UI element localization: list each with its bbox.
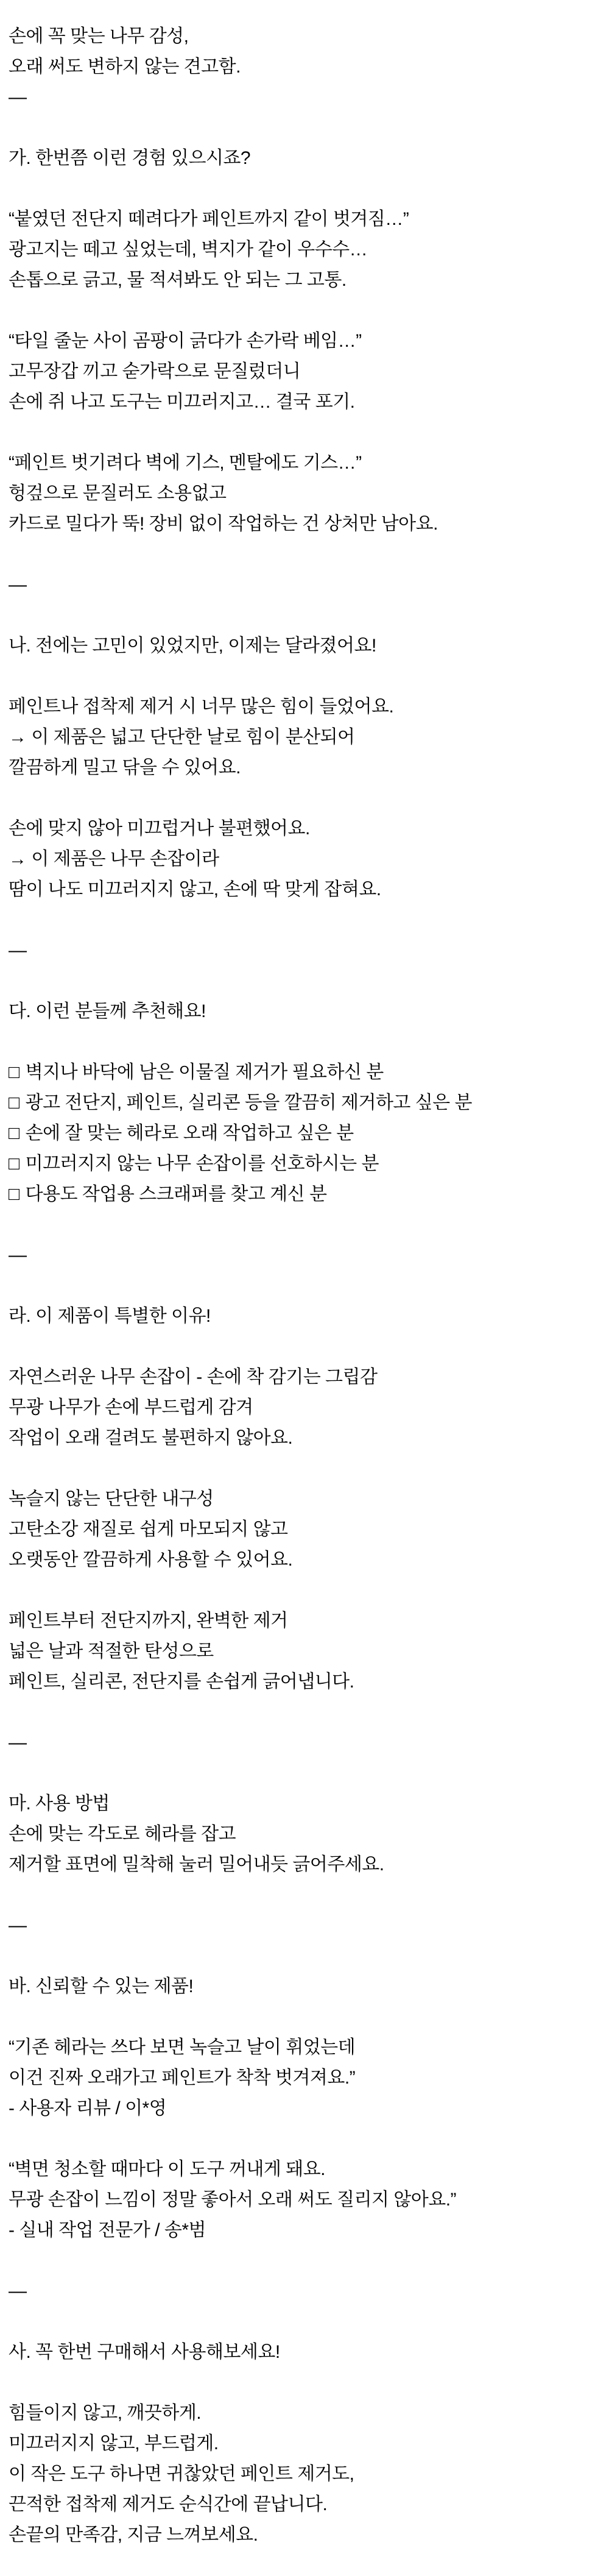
text-line: 손끝의 만족감, 지금 느껴보세요.: [9, 2525, 258, 2545]
section-heading: 나. 전에는 고민이 있었지만, 이제는 달라졌어요!: [9, 636, 376, 656]
section-divider: [9, 570, 603, 600]
text-line: 고탄소강 재질로 쉽게 마모되지 않고: [9, 1519, 288, 1539]
divider-line: —: [9, 2281, 27, 2301]
paragraph: [9, 2398, 603, 2550]
section-divider: [9, 1240, 603, 1271]
checklist-item: [9, 1179, 603, 1210]
paragraph: [9, 692, 603, 783]
section-heading-block: [9, 1789, 603, 1819]
checklist-item: [9, 1118, 603, 1149]
text-line: - 사용자 리뷰 / 이*영: [9, 2098, 167, 2118]
paragraph: [9, 2032, 603, 2124]
text-line: 오랫동안 깔끔하게 사용할 수 있어요.: [9, 1550, 293, 1570]
paragraph: [9, 2154, 603, 2246]
text-line: 카드로 밀다가 뚝! 장비 없이 작업하는 건 상처만 남아요.: [9, 514, 438, 534]
text-line: 이 작은 도구 하나면 귀찮았던 페인트 제거도,: [9, 2464, 354, 2484]
text-line: 깔끔하게 밀고 닦을 수 있어요.: [9, 758, 241, 778]
section-heading-block: [9, 1971, 603, 2002]
text-line: 미끄러지지 않고, 부드럽게.: [9, 2433, 219, 2454]
paragraph: [9, 21, 603, 82]
text-line: 손에 맞지 않아 미끄럽거나 불편했어요.: [9, 818, 310, 839]
paragraph: [9, 814, 603, 905]
divider-line: —: [9, 1733, 27, 1753]
recommendation-checklist: [9, 1057, 603, 1210]
section-heading-block: [9, 143, 603, 174]
checklist-item-label: 벽지나 바닥에 남은 이물질 제거가 필요하신 분: [25, 1062, 384, 1082]
text-line: 손에 맞는 각도로 헤라를 잡고: [9, 1824, 236, 1844]
paragraph: [9, 326, 603, 417]
paragraph: [9, 448, 603, 539]
paragraph: [9, 1362, 603, 1453]
text-line: 넓은 날과 적절한 탄성으로: [9, 1641, 214, 1661]
text-line: 손에 쥐 나고 도구는 미끄러지고… 결국 포기.: [9, 392, 355, 412]
section-heading: 마. 사용 방법: [9, 1794, 110, 1814]
checklist-item-label: 미끄러지지 않는 나무 손잡이를 선호하시는 분: [25, 1154, 379, 1174]
paragraph: [9, 1484, 603, 1575]
text-line: “타일 줄눈 사이 곰팡이 긁다가 손가락 베임…”: [9, 331, 362, 351]
text-line: 페인트부터 전단지까지, 완벽한 제거: [9, 1611, 288, 1631]
section-divider: [9, 935, 603, 966]
section-divider: [9, 1911, 603, 1941]
text-line: “페인트 벗기려다 벽에 기스, 멘탈에도 기스…”: [9, 453, 362, 473]
divider-line: —: [9, 940, 27, 960]
text-line: 힘들이지 않고, 깨끗하게.: [9, 2403, 202, 2423]
text-line: 페인트나 접착제 제거 시 너무 많은 힘이 들었어요.: [9, 697, 394, 717]
section-heading-block: [9, 631, 603, 661]
divider-line: —: [9, 1245, 27, 1265]
section-heading: 가. 한번쯤 이런 경험 있으시죠?: [9, 148, 251, 168]
text-line: 땀이 나도 미끄러지지 않고, 손에 딱 맞게 잡혀요.: [9, 879, 381, 899]
text-line: 고무장갑 끼고 숟가락으로 문질렀더니: [9, 361, 301, 381]
paragraph: [9, 204, 603, 296]
text-line: 작업이 오래 걸려도 불편하지 않아요.: [9, 1428, 293, 1448]
section-heading-block: [9, 2337, 603, 2368]
text-line: 헝겊으로 문질러도 소용없고: [9, 483, 227, 503]
checkbox-icon: □: [9, 1093, 19, 1113]
text-line: 무광 나무가 손에 부드럽게 감겨: [9, 1397, 253, 1418]
divider-line: —: [9, 575, 27, 595]
text-line: “기존 헤라는 쓰다 보면 녹슬고 날이 휘었는데: [9, 2037, 356, 2057]
text-line: 페인트, 실리콘, 전단지를 손쉽게 긁어냅니다.: [9, 1672, 354, 1692]
checklist-item: [9, 1088, 603, 1118]
text-line: 손에 꼭 맞는 나무 감성,: [9, 26, 189, 46]
section-heading-block: [9, 1301, 603, 1332]
divider-line: —: [9, 1915, 27, 1936]
checklist-item-label: 손에 잘 맞는 헤라로 오래 작업하고 싶은 분: [25, 1123, 354, 1143]
section-divider: [9, 1728, 603, 1758]
section-heading: 다. 이런 분들께 추천해요!: [9, 1001, 206, 1021]
text-line: 제거할 표면에 밀착해 눌러 밀어내듯 긁어주세요.: [9, 1854, 384, 1875]
text-line: 자연스러운 나무 손잡이 - 손에 착 감기는 그립감: [9, 1367, 378, 1387]
checklist-item: [9, 1149, 603, 1179]
checkbox-icon: □: [9, 1062, 19, 1082]
text-line: 광고지는 떼고 싶었는데, 벽지가 같이 우수수…: [9, 240, 368, 260]
paragraph: [9, 1606, 603, 1697]
text-line: “붙였던 전단지 떼려다가 페인트까지 같이 벗겨짐…”: [9, 209, 409, 229]
section-heading: 사. 꼭 한번 구매해서 사용해보세요!: [9, 2342, 280, 2362]
text-line: 무광 손잡이 느낌이 정말 좋아서 오래 써도 질리지 않아요.”: [9, 2190, 457, 2210]
checklist-item-label: 다용도 작업용 스크래퍼를 찾고 계신 분: [25, 1184, 327, 1204]
text-line: 끈적한 접착제 제거도 순식간에 끝납니다.: [9, 2494, 328, 2514]
checklist-item: [9, 1057, 603, 1088]
section-divider: [9, 2276, 603, 2307]
paragraph: [9, 1819, 603, 1880]
text-line: - 실내 작업 전문가 / 송*범: [9, 2220, 206, 2240]
section-heading: 바. 신뢰할 수 있는 제품!: [9, 1976, 194, 1996]
text-line: → 이 제품은 넓고 단단한 날로 힘이 분산되어: [9, 727, 355, 747]
divider-line: —: [9, 87, 27, 107]
text-line: 손톱으로 긁고, 물 적셔봐도 안 되는 그 고통.: [9, 270, 347, 290]
checkbox-icon: □: [9, 1154, 19, 1174]
section-heading: 라. 이 제품이 특별한 이유!: [9, 1306, 211, 1326]
text-line: 오래 써도 변하지 않는 견고함.: [9, 57, 241, 77]
checkbox-icon: □: [9, 1184, 19, 1204]
section-heading-block: [9, 996, 603, 1027]
text-line: 이건 진짜 오래가고 페인트가 착착 벗겨져요.”: [9, 2068, 356, 2088]
section-divider: [9, 82, 603, 113]
text-line: “벽면 청소할 때마다 이 도구 꺼내게 돼요.: [9, 2159, 326, 2179]
text-line: → 이 제품은 나무 손잡이라: [9, 849, 219, 869]
checkbox-icon: □: [9, 1123, 19, 1143]
checklist-item-label: 광고 전단지, 페인트, 실리콘 등을 깔끔히 제거하고 싶은 분: [25, 1093, 473, 1113]
text-line: 녹슬지 않는 단단한 내구성: [9, 1489, 214, 1509]
